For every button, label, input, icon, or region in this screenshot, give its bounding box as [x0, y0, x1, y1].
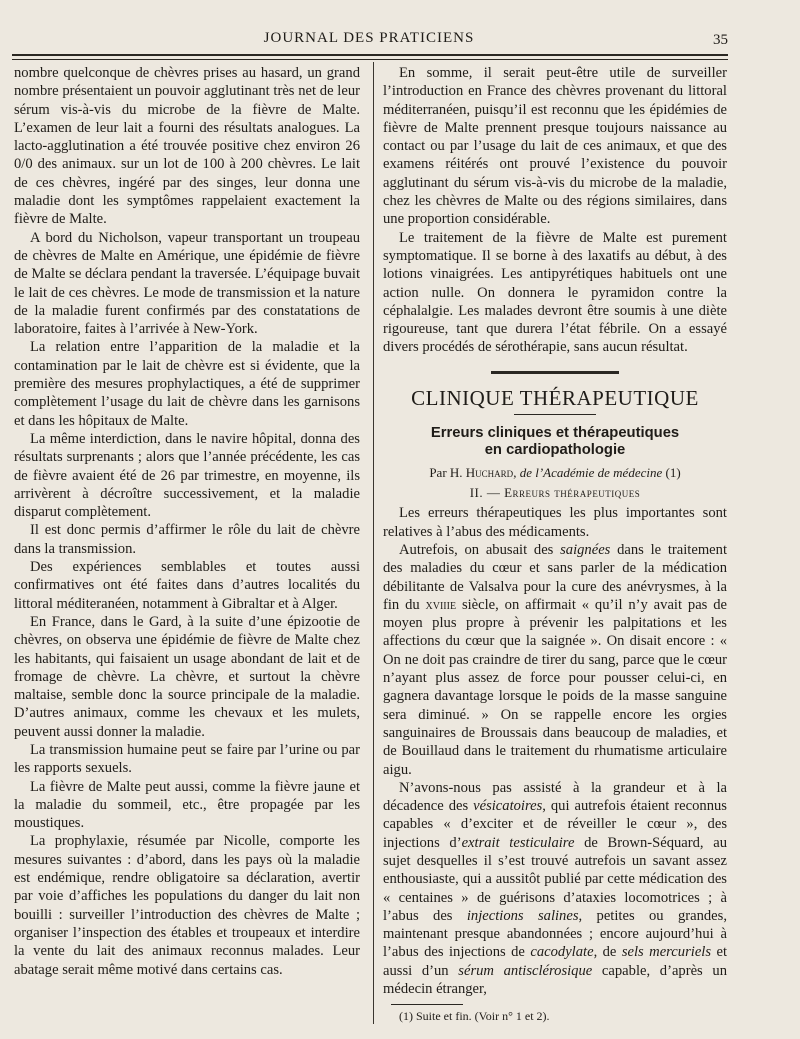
paragraph: nombre quelconque de chèvres prises au hasard, un grand nombre présentaient un pouvoir agglutinant très net de leur sérum vis-à-vis du microbe de la fièvre de Malte. L’examen de leur lait a fourni des résultats analogues. La lacto-agglutination a été trouvée positive chez environ 26 0/0 des animaux. sur un lot de 100 à 200 chèvres. Le lait de ces chèvres, ingéré par des singes, leur donna une maladie dont les symptômes rappelaient exactement la fièvre de Malte.	[14, 65, 360, 228]
text-run: de Brown-Séquard, au sujet desquelles il s’est trouvé autrefois un savant assez enthousiaste, qui a aussitôt publié par cette médication des « centaines » de guérisons d’ataxies locomotrices ; à l’abus des	[383, 834, 727, 924]
text-run: , petites ou grandes, maintenant presque abandonnées ; encore aujourd’hui à l’abus des injections de	[383, 907, 727, 961]
text-run: N’avons-nous pas assisté à la grandeur et à la décadence des	[383, 779, 727, 815]
subheading-text: Erreurs thérapeutiques	[504, 485, 641, 501]
byline-affiliation: de l’Académie de médecine	[519, 464, 663, 480]
article-title-line2: en cardiopathologie	[484, 441, 626, 458]
paragraph: La même interdiction, dans le navire hôpital, donna des résultats surprenants ; alors que l’année précédente, les cas de fièvre avaient été de 26 par trimestre, en moyenne, ils arrivèrent à décroître successivement, et la maladie disparut complètement.	[14, 430, 360, 521]
header-rule-thin	[12, 59, 728, 60]
footnote-rule	[391, 1004, 463, 1005]
text-run: , de	[593, 944, 622, 961]
italic-term: cacodylate	[530, 944, 594, 961]
paragraph	[383, 541, 727, 779]
text-run: siècle, on affirmait « qu’il n’y avait pas de moyen plus propre à prévenir les palpitations et les affections du cœur que la saignée ». On disait encore : « On ne doit pas craindre de tirer du sang, parce que le cœur n’ayant plus assez de force pour pousser celui-ci, en gagnera davantage lorsque le poids de la masse sanguine sera diminué. » On se rappelle encore les orgies sanguinaires de Broussais dans beaucoup de maladies, et de Bouillaud dans le traitement du rhumatisme articulaire aigu.	[383, 596, 727, 778]
italic-term: sérum antisclérosique	[458, 962, 593, 979]
italic-term: vésicatoires	[473, 798, 543, 815]
article-title	[383, 425, 727, 459]
section-title: CLINIQUE THÉRAPEUTIQUE	[411, 385, 699, 410]
article-title-line1: Erreurs cliniques et thérapeutiques	[430, 424, 680, 441]
byline-prefix: Par H.	[429, 464, 466, 480]
paragraph: En somme, il serait peut-être utile de surveiller l’introduction en France des chèvres provenant du littoral méditerranéen, puisqu’il est reconnu que les épidémies de fièvre de Malte prennent presque toujours naissance au contact ou par l’usage du lait de ces animaux, et que des examens réitérés ont prouvé l’existence du pouvoir agglutinant du sérum vis-à-vis du microbe de la maladie, chez les chèvres de Malte ou des régions similaires, dans une proportion considérable.	[383, 65, 727, 228]
footnote: (1) Suite et fin. (Voir n° 1 et 2).	[399, 1009, 550, 1024]
italic-term: extrait testiculaire	[461, 834, 575, 851]
page-header	[12, 30, 726, 52]
paragraph: La relation entre l’apparition de la maladie et la contamination par le lait de chèvre est si évidente, que la première des mesures prophylactiques, a été de supprimer complètement l’usage du lait de chèvre dans les garnisons et dans les hôpitaux de Malte.	[14, 339, 360, 429]
column-divider	[373, 62, 374, 1024]
paragraph	[383, 779, 727, 999]
subheading	[383, 484, 727, 502]
byline-author: Huchard	[465, 464, 514, 480]
header-rule	[12, 54, 728, 56]
running-title: JOURNAL DES PRATICIENS	[263, 30, 475, 46]
italic-term: sels mercuriels	[621, 944, 712, 961]
paragraph: A bord du Nicholson, vapeur transportant un troupeau de chèvres de Malte en Amérique, une épidémie de fièvre de Malte se déclara pendant la traversée. L’équipage buvait le lait de ces chèvres. Le mode de transmission et la nature de la maladie furent confirmés par des constatations de laboratoire, faites à l’arrivée à New-York.	[14, 229, 360, 338]
right-column	[383, 64, 727, 1023]
century-numeral: xviiie	[425, 596, 457, 613]
italic-term: injections salines	[466, 907, 579, 924]
paragraph: La fièvre de Malte peut aussi, comme la fièvre jaune et la maladie du sommeil, etc., être propagée par les moustiques.	[14, 778, 360, 832]
paragraph: Il est donc permis d’affirmer le rôle du lait de chèvre dans la transmission.	[14, 522, 360, 557]
text-run: et aussi d’un	[383, 944, 728, 979]
italic-term: saignées	[560, 541, 611, 558]
text-run: capable, d’après un médecin étranger,	[383, 962, 727, 998]
left-column	[14, 64, 360, 979]
text-run: , qui autrefois étaient reconnus capables « d’exciter et de réveiller le cœur », des injections d’	[383, 798, 727, 851]
byline: Par H. Huchard, de l’Académie de médecine (1)	[429, 464, 681, 480]
paragraph: Le traitement de la fièvre de Malte est purement symptomatique. Il se borne à des laxatifs au début, à des lotions vinaigrées. Les antipyrétiques habituels ont une action nulle. On donnera le pyramidon contre la céphalalgie. Les malades devront être soumis à une diète rigoureuse, tant que durera l’état fébrile. On a essayé divers procédés de sérothérapie, sans aucun résultat.	[383, 229, 727, 356]
subheading-number: II. —	[469, 485, 505, 501]
section-title-rule	[514, 414, 596, 415]
paragraph: La transmission humaine peut se faire par l’urine ou par les rapports sexuels.	[14, 741, 360, 777]
text-run: dans le traitement des maladies du cœur et sans parler de la médication débilitante de Valsalva pour la cure des anévrysmes, à la fin du	[383, 541, 728, 613]
paragraph: Des expériences semblables et toutes aussi confirmatives ont été faites dans d’autres localités du littoral méditeranéen, notamment à Gibraltar et à Alger.	[14, 559, 360, 612]
text-run: Autrefois, on abusait des	[399, 541, 561, 558]
paragraph: Les erreurs thérapeutiques les plus importantes sont relatives à l’abus des médicaments.	[383, 505, 727, 540]
page-number: 35	[713, 32, 728, 48]
section-separator	[491, 371, 619, 374]
footnote-ref: (1)	[662, 464, 681, 480]
paragraph: La prophylaxie, résumée par Nicolle, comporte les mesures suivantes : d’abord, dans les pays où la maladie est endémique, rendre obligatoire sa déclaration, avertir par voie d’affiches les populations du danger du lait non bouilli : surveiller l’introduction des chèvres de Malte ; organiser l’inspection des étables et troupeaux et interdire la vente du lait des animaux reconnus malades. Leur abatage serait même motivé dans certains cas.	[14, 833, 360, 978]
paragraph: En France, dans le Gard, à la suite d’une épizootie de chèvres, on observa une épidémie de fièvre de Malte chez les habitants, qui faisaient un usage abondant de lait et de fromage de chèvre. La chèvre, et surtout la chèvre maltaise, semble donc la source principale de la maladie. D’autres animaux, comme les chevaux et les mulets, peuvent aussi donner la maladie.	[14, 613, 360, 740]
